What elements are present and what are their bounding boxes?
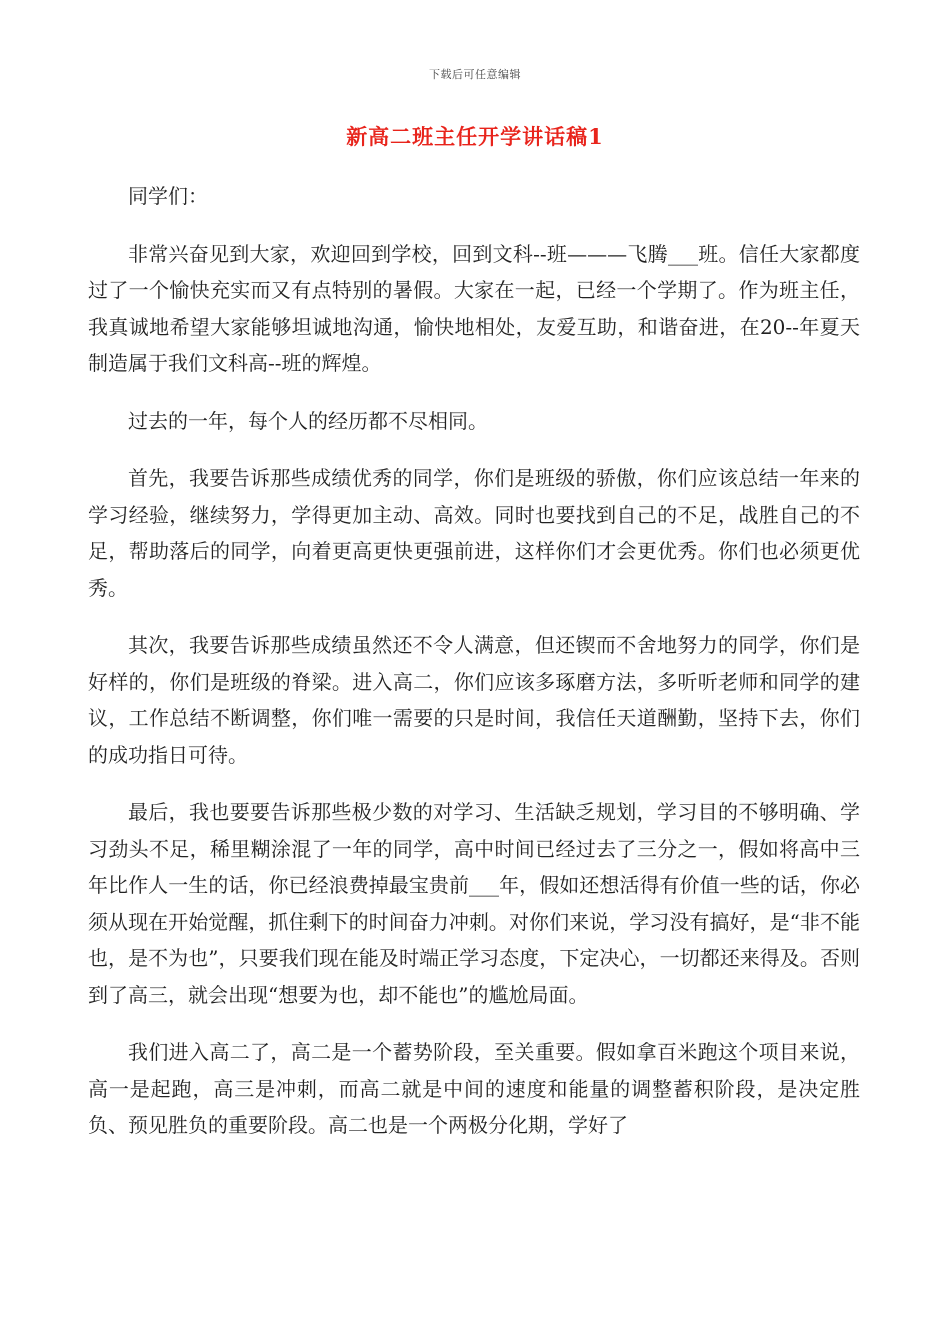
header-note: 下载后可任意编辑 — [429, 68, 521, 81]
document-body — [88, 178, 860, 1165]
paragraph-welcome: 非常兴奋见到大家，欢迎回到学校，回到文科--班———飞腾___班。信任大家都度过了一个愉快充实而又有点特别的暑假。大家在一起，已经一个学期了。作为班主任，我真诚地希望大家能够坦诚地沟通，愉快地相处，友爱互助，和谐奋进，在20--年夏天制造属于我们文科高--班的辉煌。 — [88, 241, 860, 375]
paragraph-past-year: 过去的一年，每个人的经历都不尽相同。 — [128, 408, 488, 433]
paragraph-grade-two: 我们进入高二了，高二是一个蓄势阶段，至关重要。假如拿百米跑这个项目来说，高一是起跑，高三是冲刺，而高二就是中间的速度和能量的调整蓄积阶段，是决定胜负、预见胜负的重要阶段。高二也是一个两极分化期，学好了 — [88, 1040, 860, 1137]
paragraph-greeting: 同学们： — [128, 184, 208, 208]
document-title: 新高二班主任开学讲话稿1 — [346, 124, 604, 149]
paragraph-first: 首先，我要告诉那些成绩优秀的同学，你们是班级的骄傲，你们应该总结一年来的学习经验，继续努力，学得更加主动、高效。同时也要找到自己的不足，战胜自己的不足，帮助落后的同学，向着更高更快更强前进，这样你们才会更优秀。你们也必须更优秀。 — [88, 466, 860, 600]
paragraph-last: 最后，我也要要告诉那些极少数的对学习、生活缺乏规划，学习目的不够明确、学习劲头不足，稀里糊涂混了一年的同学，高中时间已经过去了三分之一，假如将高中三年比作人一生的话，你已经浪费掉最宝贵前___年，假如还想活得有价值一些的话，你必须从现在开始觉醒，抓住剩下的时间奋力冲刺。对你们来说，学习没有搞好，是“非不能也，是不为也”，只要我们现在能及时端正学习态度，下定决心，一切都还来得及。否则到了高三，就会出现“想要为也，却不能也”的尴尬局面。 — [88, 800, 860, 1007]
paragraph-second: 其次，我要告诉那些成绩虽然还不令人满意，但还锲而不舍地努力的同学，你们是好样的，你们是班级的脊梁。进入高二，你们应该多琢磨方法，多听听老师和同学的建议，工作总结不断调整，你们唯一需要的只是时间，我信任天道酬勤，坚持下去，你们的成功指日可待。 — [88, 633, 860, 767]
